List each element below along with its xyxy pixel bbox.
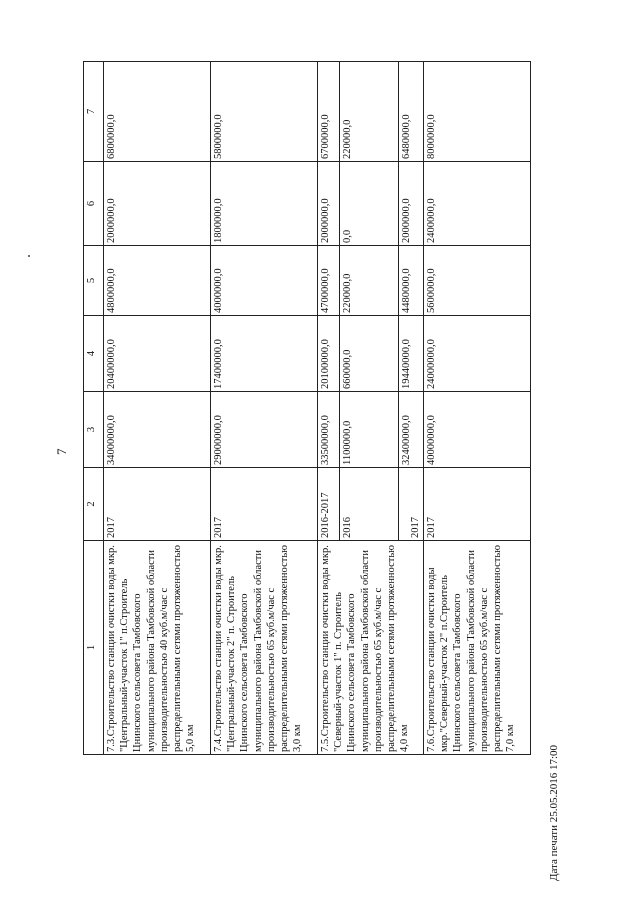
year-cell: 2016 — [340, 468, 399, 541]
scan-speck — [28, 255, 30, 257]
value-cell: 6800000,0 — [104, 62, 211, 162]
value-cell: 5600000,0 — [424, 246, 531, 316]
value-cell: 1800000,0 — [211, 162, 318, 246]
value-cell: 220000,0 — [340, 246, 399, 316]
value-cell: 2000000,0 — [318, 162, 340, 246]
project-description: 7.6.Строительство станции очистки воды мкр."Северный-участок 2" п.Строитель Цнинского сельсовета Тамбовского муниципального района Тамбовской области производительностью 65 куб.м/час с распределительными сетями протяженностью 7,0 км — [424, 541, 531, 755]
project-description: 7.4.Строительство станции очистки воды мкр. "Центральный-участок 2" п. Строитель Цнинского сельсовета Тамбовского муниципального района Тамбовской области производительностью 65 куб.м/час с распределительными сетями протяженностью 3,0 км — [211, 541, 318, 755]
value-cell: 17400000,0 — [211, 316, 318, 392]
header-row — [84, 62, 104, 755]
value-cell: 2000000,0 — [104, 162, 211, 246]
column-header: 5 — [84, 246, 104, 316]
year-cell: 2017 — [104, 468, 211, 541]
value-cell: 0,0 — [340, 162, 399, 246]
column-header: 3 — [84, 392, 104, 468]
value-cell: 4000000,0 — [211, 246, 318, 316]
value-cell: 1100000,0 — [340, 392, 399, 468]
value-cell: 660000,0 — [340, 316, 399, 392]
column-header: 7 — [84, 62, 104, 162]
year-cell: 2017 — [399, 468, 424, 541]
column-header: 4 — [84, 316, 104, 392]
project-description: 7.5.Строительство станции очистки воды мкр. "Северный-участок 1" п. Строитель Цнинского сельсовета Тамбовского муниципального района Тамбовской области производительностью 65 куб.м/час с распределительными сетями протяженностью 4,0 км — [318, 541, 424, 755]
value-cell: 29000000,0 — [211, 392, 318, 468]
value-cell: 4700000,0 — [318, 246, 340, 316]
value-cell: 32400000,0 — [399, 392, 424, 468]
year-cell: 2016-2017 — [318, 468, 340, 541]
value-cell: 33500000,0 — [318, 392, 340, 468]
value-cell: 34000000,0 — [104, 392, 211, 468]
year-cell: 2017 — [211, 468, 318, 541]
value-cell: 5800000,0 — [211, 62, 318, 162]
value-cell: 4480000,0 — [399, 246, 424, 316]
budget-table — [83, 61, 531, 755]
value-cell: 6480000,0 — [399, 62, 424, 162]
value-cell: 8000000,0 — [424, 62, 531, 162]
column-header: 2 — [84, 468, 104, 541]
value-cell: 2000000,0 — [399, 162, 424, 246]
page-number: 7 — [54, 448, 69, 455]
value-cell: 24000000,0 — [424, 316, 531, 392]
value-cell: 6700000,0 — [318, 62, 340, 162]
value-cell: 2400000,0 — [424, 162, 531, 246]
table-row — [104, 62, 211, 755]
column-header: 1 — [84, 541, 104, 755]
table-row — [424, 62, 531, 755]
print-date: Дата печати 25.05.2016 17:00 — [548, 744, 560, 881]
column-header: 6 — [84, 162, 104, 246]
table-row — [211, 62, 318, 755]
value-cell: 220000,0 — [340, 62, 399, 162]
project-description: 7.3.Строительство станции очистки воды мкр. "Центральный-участок 1" п.Строитель Цнинского сельсовета Тамбовского муниципального района Тамбовской области производительностью 40 куб.м/час с распределительными сетями протяженностью 5,0 км — [104, 541, 211, 755]
value-cell: 4800000,0 — [104, 246, 211, 316]
value-cell: 19440000,0 — [399, 316, 424, 392]
table-row — [318, 62, 340, 755]
value-cell: 20100000,0 — [318, 316, 340, 392]
value-cell: 20400000,0 — [104, 316, 211, 392]
year-cell: 2017 — [424, 468, 531, 541]
value-cell: 40000000,0 — [424, 392, 531, 468]
